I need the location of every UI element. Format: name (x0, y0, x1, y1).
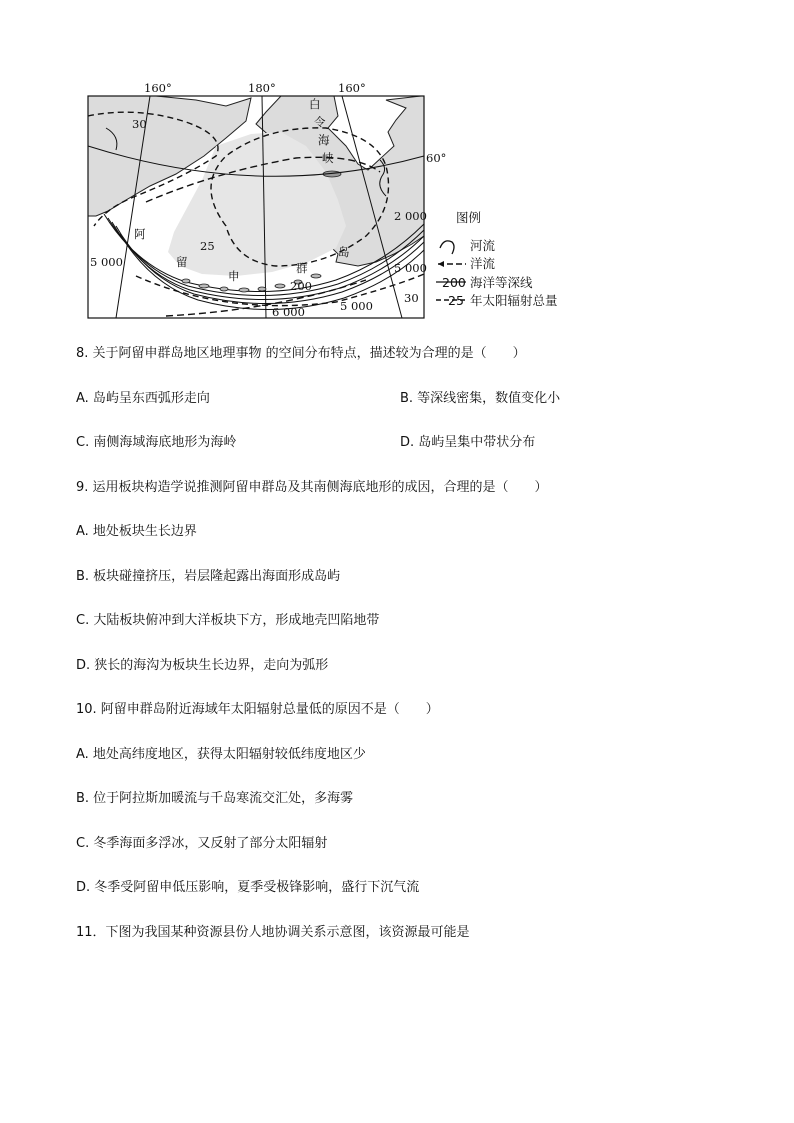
question-9-option-d: D. 狭长的海沟为板块生长边界，走向为弧形 (76, 658, 329, 673)
radiation-label-30-east: 30 (404, 291, 419, 305)
radiation-label-25: 25 (200, 239, 215, 253)
question-9-option-b: B. 板块碰撞挤压，岩层隆起露出海面形成岛屿 (76, 569, 341, 584)
question-10-stem: 10. 阿留申群岛附近海域年太阳辐射总量低的原因不是（ ） (76, 702, 439, 717)
question-9-stem: 9. 运用板块构造学说推测阿留申群岛及其南侧海底地形的成因，合理的是（ ） (76, 480, 548, 495)
legend-value-isobath: 200 (442, 275, 466, 290)
lat-label-60: 60° (426, 151, 447, 165)
chain-char-2: 留 (176, 255, 188, 269)
strait-char-1: 白 (309, 97, 321, 111)
lon-label-160-east: 160° (338, 81, 366, 95)
question-10-option-b: B. 位于阿拉斯加暖流与千岛寒流交汇处，多海雾 (76, 791, 354, 806)
river-icon (440, 241, 454, 254)
depth-label-2000-east: 2 000 (394, 209, 427, 223)
chain-char-5: 岛 (338, 245, 350, 259)
question-10-option-c: C. 冬季海面多浮冰，又反射了部分太阳辐射 (76, 836, 328, 851)
chain-char-1: 阿 (134, 227, 146, 241)
question-9-option-a: A. 地处板块生长边界 (76, 524, 197, 539)
legend-title: 图例 (456, 210, 482, 225)
legend-label-radiation: 年太阳辐射总量 (470, 293, 558, 308)
aleutian-map (76, 76, 596, 322)
legend-label-current: 洋流 (470, 256, 496, 271)
chain-char-4: 群 (296, 261, 308, 275)
depth-label-5000-east-lower: 5 000 (340, 299, 373, 313)
lon-label-180: 180° (248, 81, 276, 95)
lon-label-160-west: 160° (144, 81, 172, 95)
depth-label-5000-east-upper: 5 000 (394, 261, 427, 275)
question-8-option-d: D. 岛屿呈集中带状分布 (400, 435, 536, 450)
question-9-option-c: C. 大陆板块俯冲到大洋板块下方，形成地壳凹陷地带 (76, 613, 380, 628)
question-8-option-c: C. 南侧海域海底地形为海岭 (76, 435, 237, 450)
chain-char-3: 申 (228, 269, 240, 283)
legend-label-river: 河流 (470, 238, 496, 253)
strait-char-2: 令 (314, 115, 326, 129)
radiation-line-30-east (136, 274, 424, 306)
legend-label-isobath: 海洋等深线 (470, 275, 533, 290)
question-11-stem: 11．下图为我国某种资源县份人地协调关系示意图，该资源最可能是 (76, 925, 470, 940)
question-10-option-d: D. 冬季受阿留申低压影响，夏季受极锋影响，盛行下沉气流 (76, 880, 420, 895)
legend-value-radiation: 25 (448, 293, 464, 308)
radiation-label-30-west: 30 (132, 117, 147, 131)
question-10-option-a: A. 地处高纬度地区，获得太阳辐射较低纬度地区少 (76, 747, 366, 762)
question-8-stem: 8. 关于阿留申群岛地区地理事物 的空间分布特点，描述较为合理的是（ ） (76, 346, 526, 361)
strait-char-4: 峡 (322, 151, 334, 165)
depth-label-200: 200 (290, 279, 312, 293)
depth-label-5000-west: 5 000 (90, 255, 123, 269)
question-8-option-b: B. 等深线密集，数值变化小 (400, 391, 561, 406)
depth-label-6000: 6 000 (272, 305, 305, 319)
strait-char-3: 海 (318, 133, 330, 147)
question-8-option-a: A. 岛屿呈东西弧形走向 (76, 391, 210, 406)
map-legend (436, 210, 558, 308)
